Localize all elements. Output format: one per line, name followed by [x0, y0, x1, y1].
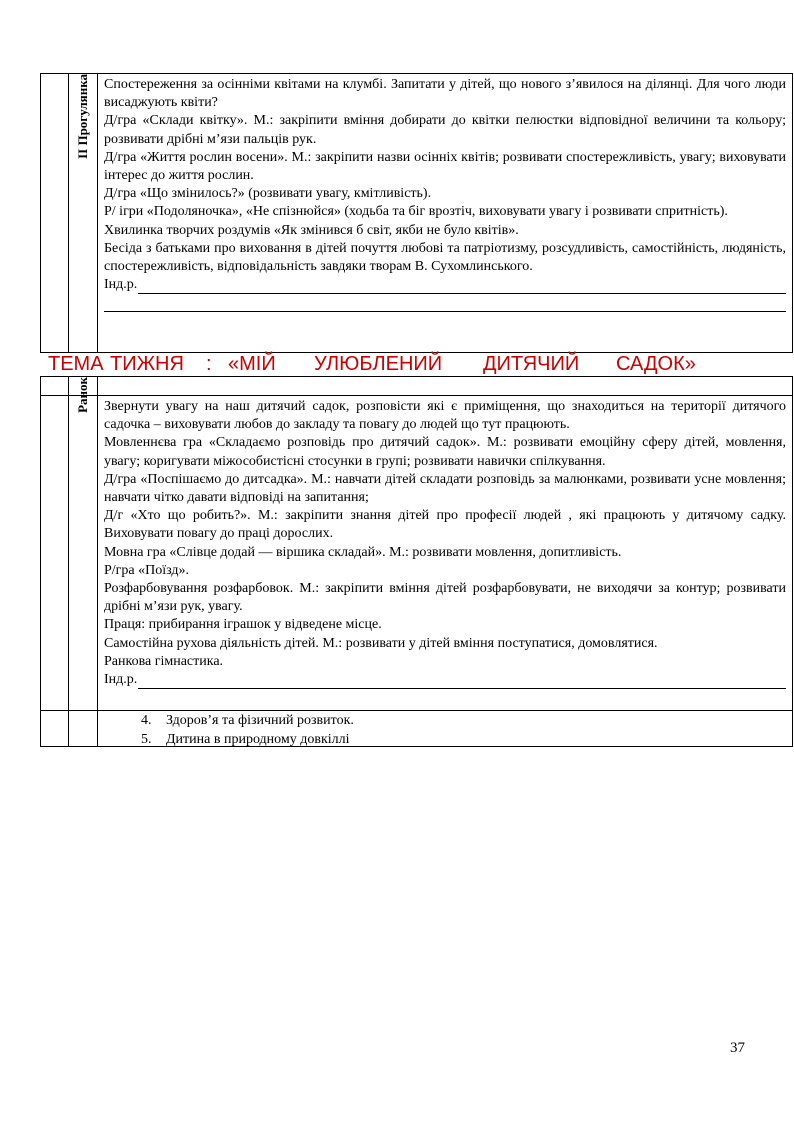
numbered-list	[141, 711, 792, 749]
content-line: Р/ ігри «Подоляночка», «Не спізнюйся» (ходьба та біг врозтіч, виховувати увагу і розвивати спритність).	[104, 204, 728, 220]
ind-label: Інд.р.	[104, 672, 138, 688]
theme-word: :	[206, 353, 212, 375]
theme-word: ТЕМА	[48, 353, 104, 375]
empty-cell	[68, 396, 98, 710]
content-line: Розфарбовування розфарбовок. М.: закріпити вміння дітей розфарбовувати, не виходячи за контур; розвивати дрібні м’язи рук, увагу.	[104, 581, 786, 615]
list-row	[41, 710, 792, 747]
walk-row	[41, 74, 792, 352]
content-line: Д/гра «Життя рослин восени». М.: закріпити назви осінніх квітів; розвивати спостережливість, увагу; виховувати інтерес до життя рослин.	[104, 149, 786, 184]
fill-line	[138, 675, 786, 689]
walk-table	[40, 73, 793, 353]
empty-cell	[41, 711, 69, 747]
content-line: Д/гра «Склади квітку». М.: закріпити вміння добирати до квітки пелюстки відповідної величини та кольору; розвивати дрібні м’язи пальців рук.	[104, 113, 786, 147]
content-line: Мовленнєва гра «Складаємо розповідь про дитячий садок». М.: розвивати емоційну сферу дітей, мовлення, увагу; коригувати міжособистісні стосунки в групі; розвивати навички спілкування.	[104, 435, 786, 469]
morning-table	[40, 376, 793, 747]
header-row	[41, 377, 792, 413]
page-number: 37	[730, 1040, 745, 1056]
empty-cell	[68, 711, 98, 747]
morning-row	[41, 395, 792, 710]
content-line: Бесіда з батьками про виховання в дітей почуття любові та патріотизму, розсудливість, самостійність, людяність, спостережливість, відповідальність завдяки творам В. Сухомлинського.	[104, 240, 786, 275]
theme-word: УЛЮБЛЕНИЙ	[314, 353, 443, 375]
week-theme-heading	[48, 352, 788, 376]
list-item	[141, 730, 792, 749]
list-number: 5.	[141, 732, 152, 747]
empty-cell	[41, 396, 69, 710]
section-label-cell	[68, 74, 98, 352]
list-text: Здоров’я та фізичний розвиток.	[166, 713, 354, 728]
content-line: Праця: прибирання іграшок у відведене місце.	[104, 617, 382, 633]
empty-cell	[41, 377, 69, 395]
content-line: Звернути увагу на наш дитячий садок, розповісти які є приміщення, що знаходиться на території дитячого садочка – виховувати любов до закладу та повагу до людей що тут працюють.	[104, 399, 786, 433]
individual-work-line	[104, 671, 786, 689]
theme-word: ТИЖНЯ	[110, 353, 184, 375]
list-number: 4.	[141, 713, 152, 728]
individual-work-line	[104, 276, 786, 294]
content-line: Д/гра «Поспішаємо до дитсадка». М.: навчати дітей складати розповідь за малюнками, розвивати усне мовлення; навчати чітко давати відповіді на запитання;	[104, 471, 786, 506]
theme-word: ДИТЯЧИЙ	[483, 353, 580, 375]
content-line: Хвилинка творчих роздумів «Як змінився б світ, якби не було квітів».	[104, 222, 519, 238]
content-line: Самостійна рухова діяльність дітей. М.: розвивати у дітей вміння поступатися, домовлятися.	[104, 635, 658, 651]
theme-word: САДОК»	[616, 353, 696, 375]
walk-content	[104, 74, 786, 312]
fill-line	[138, 280, 786, 294]
content-line: Мовна гра «Слівце додай — віршика складай». М.: розвивати мовлення, допитливість.	[104, 544, 622, 560]
content-line: Спостереження за осінніми квітами на клумбі. Запитати у дітей, що нового з’явилося на ділянці. Для чого люди висаджують квіти?	[104, 77, 786, 111]
ind-label: Інд.р.	[104, 277, 138, 293]
section-label: ІІ Прогулянка	[74, 74, 90, 159]
content-line: Д/гра «Що змінилось?» (розвивати увагу, кмітливість).	[104, 186, 432, 202]
fill-line	[104, 294, 786, 312]
content-line: Р/гра «Поїзд».	[104, 562, 190, 578]
empty-cell	[41, 74, 69, 352]
content-line: Д/г «Хто що робить?». М.: закріпити знання дітей про професії людей , які працюють у дитячому садку. Виховувати повагу до праці дорослих.	[104, 508, 786, 542]
section-label: Ранок	[74, 377, 90, 413]
theme-word: «МІЙ	[228, 353, 276, 375]
list-text: Дитина в природному довкіллі	[166, 732, 350, 747]
content-line: Ранкова гімнастика.	[104, 653, 224, 669]
list-item	[141, 711, 792, 730]
morning-content	[104, 396, 786, 689]
